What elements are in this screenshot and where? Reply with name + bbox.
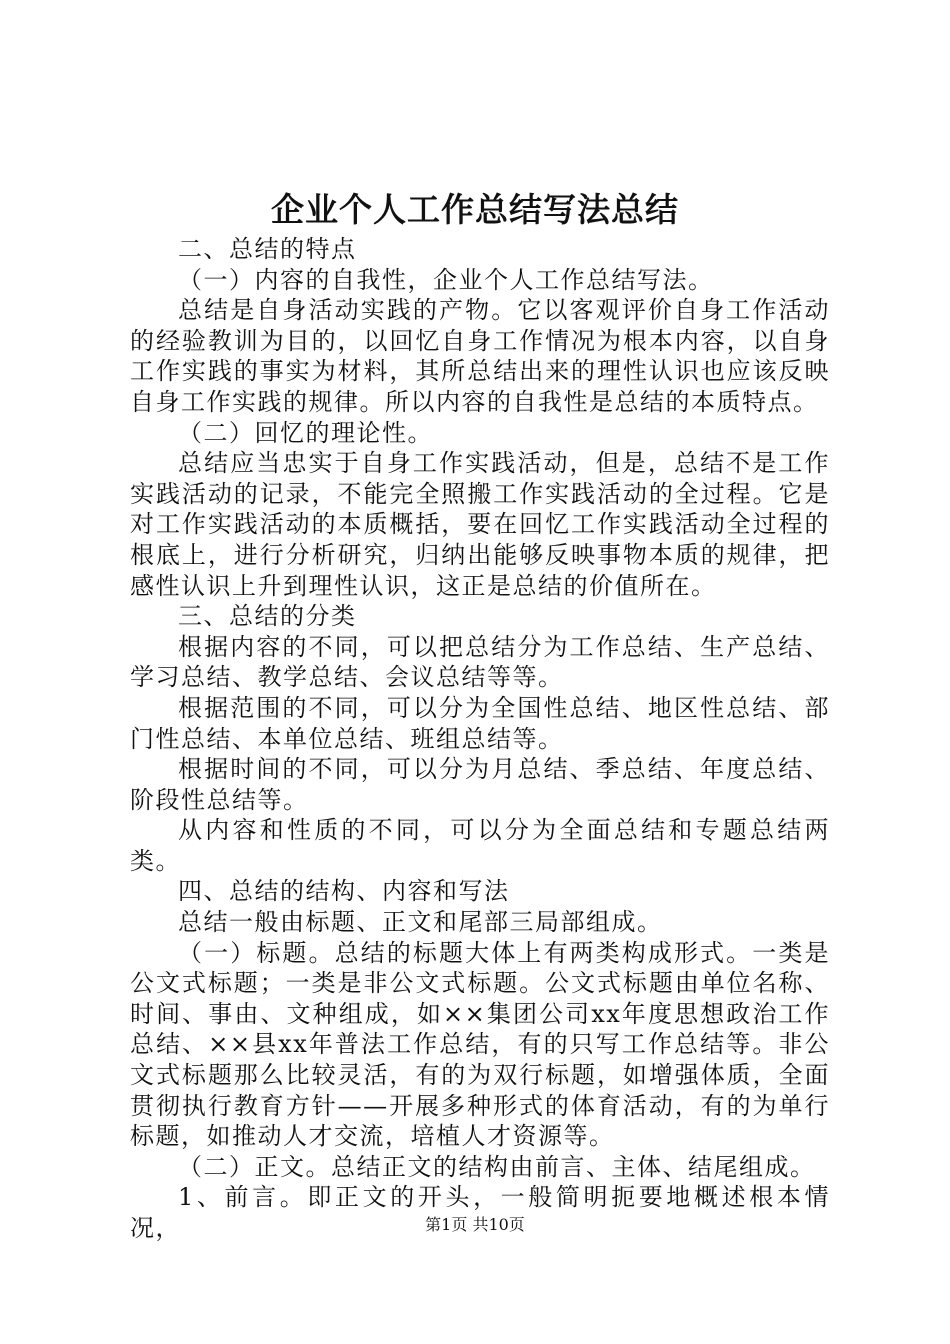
paragraph-subheading-2: （二）回忆的理论性。 (178, 418, 433, 447)
paragraph: （二）正文。总结正文的结构由前言、主体、结尾组成。 (178, 1152, 816, 1181)
paragraph-heading-3: 三、总结的分类 (178, 602, 357, 631)
paragraph-subheading-1: （一）内容的自我性，企业个人工作总结写法。 (178, 265, 714, 294)
paragraph: 根据内容的不同，可以把总结分为工作总结、生产总结、学习总结、教学总结、会议总结等等。 (130, 632, 830, 692)
paragraph: （一）标题。总结的标题大体上有两类构成形式。一类是公文式标题；一类是非公文式标题。公文式标题由单位名称、时间、事由、文种组成，如××集团公司xx年度思想政治工作总结、××县xx年普法工作总结，有的只写工作总结等。非公文式标题那么比较灵活，有的为双行标题，如增强体质，全面贯彻执行教育方针——开展多种形式的体育活动，有的为单行标题，如推动人才交流，培植人才资源等。 (130, 938, 830, 1151)
paragraph-heading-2: 二、总结的特点 (178, 235, 357, 263)
paragraph: 总结是自身活动实践的产物。它以客观评价自身工作活动的经验教训为目的，以回忆自身工作情况为根本内容，以自身工作实践的事实为材料，其所总结出来的理性认识也应该反映自身工作实践的规律。所以内容的自我性是总结的本质特点。 (130, 296, 830, 416)
paragraph: 根据范围的不同，可以分为全国性总结、地区性总结、部门性总结、本单位总结、班组总结等。 (130, 693, 830, 753)
paragraph: 1、前言。即正文的开头，一般简明扼要地概述根本情况， (130, 1183, 830, 1242)
document-title: 企业个人工作总结写法总结 (271, 190, 679, 229)
page-number-footer: 第1页 共10页 (425, 1215, 525, 1234)
paragraph: 根据时间的不同，可以分为月总结、季总结、年度总结、阶段性总结等。 (130, 755, 830, 814)
document-body (130, 234, 830, 1244)
paragraph: 总结应当忠实于自身工作实践活动，但是，总结不是工作实践活动的记录，不能完全照搬工作实践活动的全过程。它是对工作实践活动的本质概括，要在回忆工作实践活动全过程的根底上，进行分析研究，归纳出能够反映事物本质的规律，把感性认识上升到理性认识，这正是总结的价值所在。 (130, 449, 830, 600)
paragraph-heading-4: 四、总结的结构、内容和写法 (178, 877, 510, 906)
paragraph: 从内容和性质的不同，可以分为全面总结和专题总结两类。 (130, 816, 830, 875)
paragraph: 总结一般由标题、正文和尾部三局部组成。 (178, 908, 663, 937)
